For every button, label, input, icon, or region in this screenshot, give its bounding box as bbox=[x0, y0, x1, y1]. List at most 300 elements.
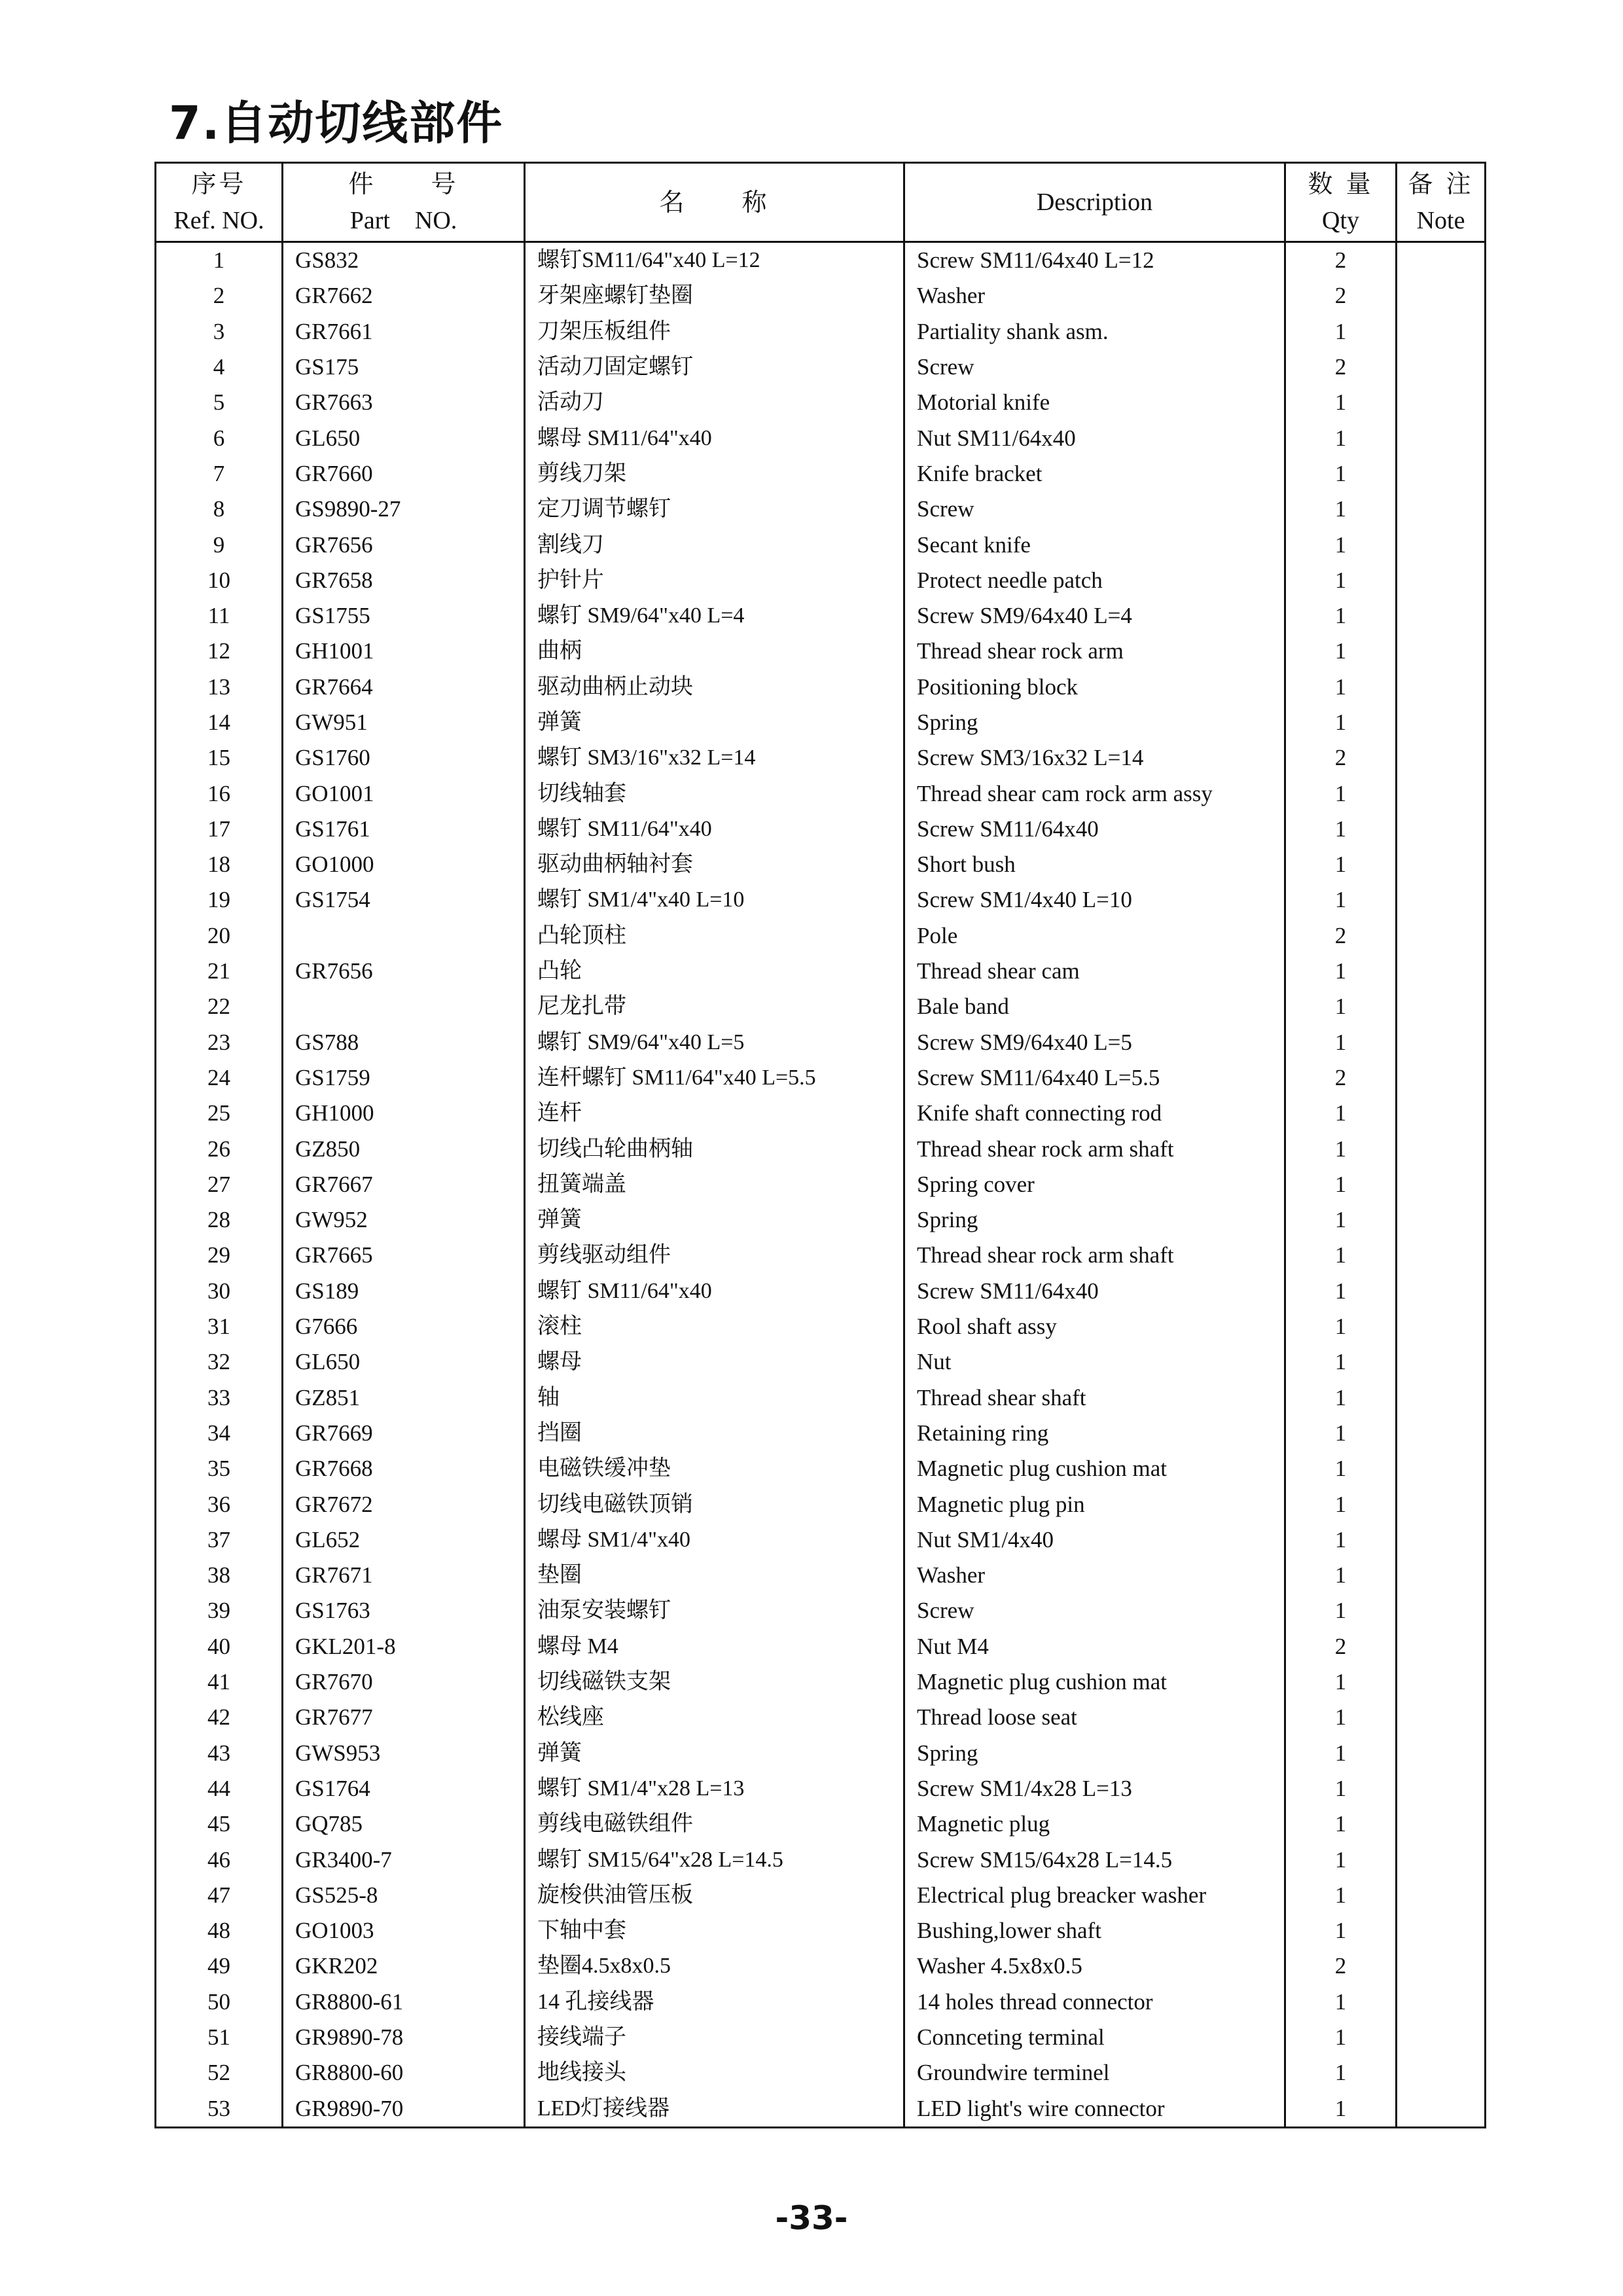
table-row bbox=[156, 847, 1486, 882]
ref-cell: 16 bbox=[156, 776, 283, 811]
table-row bbox=[156, 1486, 1486, 1522]
note-cell bbox=[1397, 563, 1486, 598]
table-row bbox=[156, 1664, 1486, 1700]
chinese-name-cell: 地线接头 bbox=[525, 2055, 904, 2090]
description-cell: Groundwire terminel bbox=[904, 2055, 1285, 2090]
table-row bbox=[156, 1629, 1486, 1664]
qty-cell: 1 bbox=[1285, 1806, 1397, 1842]
header-ref-en: Ref. NO. bbox=[173, 207, 264, 234]
chinese-name-cell: 螺钉 SM11/64"x40 bbox=[525, 1274, 904, 1309]
table-row bbox=[156, 1735, 1486, 1770]
header-part bbox=[283, 163, 525, 242]
ref-cell: 23 bbox=[156, 1025, 283, 1060]
part-number-cell: GS1755 bbox=[283, 598, 525, 634]
part-number-cell: GS1759 bbox=[283, 1060, 525, 1096]
description-cell: Magnetic plug cushion mat bbox=[904, 1451, 1285, 1486]
header-description bbox=[904, 163, 1285, 242]
ref-cell: 19 bbox=[156, 882, 283, 918]
note-cell bbox=[1397, 670, 1486, 705]
ref-cell: 25 bbox=[156, 1096, 283, 1131]
qty-cell: 1 bbox=[1285, 634, 1397, 669]
part-number-cell: G7666 bbox=[283, 1309, 525, 1344]
description-cell: Screw SM11/64x40 L=12 bbox=[904, 242, 1285, 279]
chinese-name-cell: 扭簧端盖 bbox=[525, 1167, 904, 1202]
description-cell: Positioning block bbox=[904, 670, 1285, 705]
note-cell bbox=[1397, 1060, 1486, 1096]
note-cell bbox=[1397, 1202, 1486, 1238]
qty-cell: 1 bbox=[1285, 882, 1397, 918]
part-number-cell: GO1000 bbox=[283, 847, 525, 882]
part-number-cell: GS1754 bbox=[283, 882, 525, 918]
ref-cell: 4 bbox=[156, 350, 283, 385]
ref-cell: 52 bbox=[156, 2055, 283, 2090]
ref-cell: 40 bbox=[156, 1629, 283, 1664]
qty-cell: 1 bbox=[1285, 989, 1397, 1024]
description-cell: Nut SM1/4x40 bbox=[904, 1522, 1285, 1558]
ref-cell: 30 bbox=[156, 1274, 283, 1309]
ref-cell: 34 bbox=[156, 1416, 283, 1451]
table-row bbox=[156, 1878, 1486, 1913]
note-cell bbox=[1397, 1486, 1486, 1522]
qty-cell: 1 bbox=[1285, 1486, 1397, 1522]
chinese-name-cell: 护针片 bbox=[525, 563, 904, 598]
note-cell bbox=[1397, 1344, 1486, 1380]
part-number-cell: GR9890-78 bbox=[283, 2020, 525, 2055]
description-cell: Spring bbox=[904, 705, 1285, 740]
ref-cell: 6 bbox=[156, 420, 283, 456]
table-row bbox=[156, 527, 1486, 562]
part-number-cell: GQ785 bbox=[283, 1806, 525, 1842]
part-number-cell: GR7664 bbox=[283, 670, 525, 705]
qty-cell: 2 bbox=[1285, 1060, 1397, 1096]
qty-cell: 1 bbox=[1285, 1878, 1397, 1913]
qty-cell: 1 bbox=[1285, 812, 1397, 847]
ref-cell: 27 bbox=[156, 1167, 283, 1202]
qty-cell: 1 bbox=[1285, 420, 1397, 456]
table-row bbox=[156, 1025, 1486, 1060]
table-row bbox=[156, 1309, 1486, 1344]
table-row bbox=[156, 812, 1486, 847]
description-cell: Thread loose seat bbox=[904, 1700, 1285, 1735]
description-cell: Thread shear cam rock arm assy bbox=[904, 776, 1285, 811]
ref-cell: 51 bbox=[156, 2020, 283, 2055]
note-cell bbox=[1397, 918, 1486, 954]
description-cell: Screw SM1/4x28 L=13 bbox=[904, 1771, 1285, 1806]
note-cell bbox=[1397, 1806, 1486, 1842]
description-cell: Screw SM9/64x40 L=5 bbox=[904, 1025, 1285, 1060]
note-cell bbox=[1397, 2055, 1486, 2090]
chinese-name-cell: 螺钉 SM15/64"x28 L=14.5 bbox=[525, 1842, 904, 1877]
table-row bbox=[156, 1842, 1486, 1877]
qty-cell: 1 bbox=[1285, 563, 1397, 598]
part-number-cell: GR7677 bbox=[283, 1700, 525, 1735]
note-cell bbox=[1397, 989, 1486, 1024]
table-row bbox=[156, 776, 1486, 811]
table-row bbox=[156, 670, 1486, 705]
chinese-name-cell: 螺钉 SM11/64"x40 bbox=[525, 812, 904, 847]
ref-cell: 33 bbox=[156, 1380, 283, 1416]
note-cell bbox=[1397, 1664, 1486, 1700]
chinese-name-cell: 连杆螺钉 SM11/64"x40 L=5.5 bbox=[525, 1060, 904, 1096]
description-cell: Connceting terminal bbox=[904, 2020, 1285, 2055]
part-number-cell: GS1760 bbox=[283, 740, 525, 776]
part-number-cell: GS525-8 bbox=[283, 1878, 525, 1913]
note-cell bbox=[1397, 847, 1486, 882]
qty-cell: 1 bbox=[1285, 2055, 1397, 2090]
note-cell bbox=[1397, 634, 1486, 669]
chinese-name-cell: 滚柱 bbox=[525, 1309, 904, 1344]
chinese-name-cell: 弹簧 bbox=[525, 705, 904, 740]
chinese-name-cell: 垫圈 bbox=[525, 1558, 904, 1593]
ref-cell: 38 bbox=[156, 1558, 283, 1593]
part-number-cell: GR7663 bbox=[283, 385, 525, 420]
table-row bbox=[156, 1060, 1486, 1096]
chinese-name-cell: 螺钉 SM9/64"x40 L=5 bbox=[525, 1025, 904, 1060]
qty-cell: 1 bbox=[1285, 1167, 1397, 1202]
table-row bbox=[156, 882, 1486, 918]
chinese-name-cell: 切线轴套 bbox=[525, 776, 904, 811]
chinese-name-cell: 油泵安装螺钉 bbox=[525, 1593, 904, 1628]
ref-cell: 8 bbox=[156, 492, 283, 527]
note-cell bbox=[1397, 882, 1486, 918]
part-number-cell: GH1000 bbox=[283, 1096, 525, 1131]
description-cell: Screw SM3/16x32 L=14 bbox=[904, 740, 1285, 776]
part-number-cell: GH1001 bbox=[283, 634, 525, 669]
description-cell: Partiality shank asm. bbox=[904, 314, 1285, 350]
note-cell bbox=[1397, 812, 1486, 847]
note-cell bbox=[1397, 350, 1486, 385]
ref-cell: 41 bbox=[156, 1664, 283, 1700]
chinese-name-cell: 松线座 bbox=[525, 1700, 904, 1735]
ref-cell: 37 bbox=[156, 1522, 283, 1558]
table-row bbox=[156, 1131, 1486, 1166]
header-note bbox=[1397, 163, 1486, 242]
description-cell: Electrical plug breacker washer bbox=[904, 1878, 1285, 1913]
part-number-cell: GW951 bbox=[283, 705, 525, 740]
chinese-name-cell: 凸轮顶柱 bbox=[525, 918, 904, 954]
part-number-cell: GO1003 bbox=[283, 1913, 525, 1948]
qty-cell: 1 bbox=[1285, 1309, 1397, 1344]
note-cell bbox=[1397, 1700, 1486, 1735]
description-cell: Rool shaft assy bbox=[904, 1309, 1285, 1344]
ref-cell: 36 bbox=[156, 1486, 283, 1522]
header-ref bbox=[156, 163, 283, 242]
qty-cell: 1 bbox=[1285, 1344, 1397, 1380]
note-cell bbox=[1397, 1842, 1486, 1877]
note-cell bbox=[1397, 1629, 1486, 1664]
note-cell bbox=[1397, 776, 1486, 811]
note-cell bbox=[1397, 1025, 1486, 1060]
ref-cell: 7 bbox=[156, 456, 283, 492]
chinese-name-cell: 切线磁铁支架 bbox=[525, 1664, 904, 1700]
table-row bbox=[156, 1984, 1486, 2020]
note-cell bbox=[1397, 1274, 1486, 1309]
part-number-cell: GO1001 bbox=[283, 776, 525, 811]
header-ref-zh: 序号 bbox=[191, 170, 247, 198]
chinese-name-cell: 曲柄 bbox=[525, 634, 904, 669]
ref-cell: 21 bbox=[156, 954, 283, 989]
description-cell: Magnetic plug pin bbox=[904, 1486, 1285, 1522]
description-cell: Screw SM9/64x40 L=4 bbox=[904, 598, 1285, 634]
chinese-name-cell: 凸轮 bbox=[525, 954, 904, 989]
description-cell: Screw SM11/64x40 bbox=[904, 1274, 1285, 1309]
note-cell bbox=[1397, 1593, 1486, 1628]
part-number-cell: GW952 bbox=[283, 1202, 525, 1238]
chinese-name-cell: 活动刀固定螺钉 bbox=[525, 350, 904, 385]
qty-cell: 1 bbox=[1285, 1025, 1397, 1060]
header-qty-zh: 数 量 bbox=[1308, 170, 1374, 198]
table-row bbox=[156, 278, 1486, 314]
table-row bbox=[156, 598, 1486, 634]
part-number-cell: GR8800-60 bbox=[283, 2055, 525, 2090]
qty-cell: 1 bbox=[1285, 1913, 1397, 1948]
table-row bbox=[156, 456, 1486, 492]
table-header-row bbox=[156, 163, 1486, 242]
qty-cell: 2 bbox=[1285, 1629, 1397, 1664]
part-number-cell: GR8800-61 bbox=[283, 1984, 525, 2020]
chinese-name-cell: 电磁铁缓冲垫 bbox=[525, 1451, 904, 1486]
description-cell: Spring bbox=[904, 1202, 1285, 1238]
part-number-cell: GS1764 bbox=[283, 1771, 525, 1806]
chinese-name-cell: 下轴中套 bbox=[525, 1913, 904, 1948]
ref-cell: 45 bbox=[156, 1806, 283, 1842]
part-number-cell bbox=[283, 918, 525, 954]
header-qty bbox=[1285, 163, 1397, 242]
header-description-en: Description bbox=[1036, 188, 1153, 216]
ref-cell: 13 bbox=[156, 670, 283, 705]
part-number-cell: GZ851 bbox=[283, 1380, 525, 1416]
table-row bbox=[156, 492, 1486, 527]
ref-cell: 11 bbox=[156, 598, 283, 634]
note-cell bbox=[1397, 385, 1486, 420]
table-row bbox=[156, 989, 1486, 1024]
description-cell: Bale band bbox=[904, 989, 1285, 1024]
note-cell bbox=[1397, 1380, 1486, 1416]
note-cell bbox=[1397, 1238, 1486, 1273]
table-row bbox=[156, 1167, 1486, 1202]
ref-cell: 17 bbox=[156, 812, 283, 847]
description-cell: Spring bbox=[904, 1735, 1285, 1770]
chinese-name-cell: 螺钉 SM1/4"x40 L=10 bbox=[525, 882, 904, 918]
chinese-name-cell: 定刀调节螺钉 bbox=[525, 492, 904, 527]
chinese-name-cell: 连杆 bbox=[525, 1096, 904, 1131]
table-row bbox=[156, 1913, 1486, 1948]
table-row bbox=[156, 1771, 1486, 1806]
chinese-name-cell: 尼龙扎带 bbox=[525, 989, 904, 1024]
qty-cell: 1 bbox=[1285, 527, 1397, 562]
part-number-cell: GS1763 bbox=[283, 1593, 525, 1628]
description-cell: Bushing,lower shaft bbox=[904, 1913, 1285, 1948]
table-row bbox=[156, 740, 1486, 776]
qty-cell: 1 bbox=[1285, 1735, 1397, 1770]
description-cell: Pole bbox=[904, 918, 1285, 954]
qty-cell: 1 bbox=[1285, 456, 1397, 492]
chinese-name-cell: 活动刀 bbox=[525, 385, 904, 420]
header-part-en: Part NO. bbox=[349, 207, 457, 234]
part-number-cell: GR3400-7 bbox=[283, 1842, 525, 1877]
chinese-name-cell: 14 孔接线器 bbox=[525, 1984, 904, 2020]
qty-cell: 1 bbox=[1285, 1522, 1397, 1558]
ref-cell: 12 bbox=[156, 634, 283, 669]
chinese-name-cell: 螺母 M4 bbox=[525, 1629, 904, 1664]
part-number-cell: GR9890-70 bbox=[283, 2090, 525, 2127]
chinese-name-cell: 挡圈 bbox=[525, 1416, 904, 1451]
part-number-cell: GS189 bbox=[283, 1274, 525, 1309]
qty-cell: 1 bbox=[1285, 1771, 1397, 1806]
description-cell: Washer 4.5x8x0.5 bbox=[904, 1948, 1285, 1984]
qty-cell: 1 bbox=[1285, 1202, 1397, 1238]
ref-cell: 22 bbox=[156, 989, 283, 1024]
qty-cell: 1 bbox=[1285, 776, 1397, 811]
ref-cell: 48 bbox=[156, 1913, 283, 1948]
qty-cell: 1 bbox=[1285, 1842, 1397, 1877]
description-cell: Spring cover bbox=[904, 1167, 1285, 1202]
ref-cell: 43 bbox=[156, 1735, 283, 1770]
qty-cell: 1 bbox=[1285, 1984, 1397, 2020]
ref-cell: 5 bbox=[156, 385, 283, 420]
description-cell: Screw bbox=[904, 350, 1285, 385]
note-cell bbox=[1397, 2020, 1486, 2055]
header-name bbox=[525, 163, 904, 242]
table-row bbox=[156, 634, 1486, 669]
chinese-name-cell: 割线刀 bbox=[525, 527, 904, 562]
note-cell bbox=[1397, 1451, 1486, 1486]
description-cell: Secant knife bbox=[904, 527, 1285, 562]
qty-cell: 1 bbox=[1285, 954, 1397, 989]
note-cell bbox=[1397, 1096, 1486, 1131]
note-cell bbox=[1397, 2090, 1486, 2127]
ref-cell: 35 bbox=[156, 1451, 283, 1486]
qty-cell: 1 bbox=[1285, 1558, 1397, 1593]
part-number-cell: GR7662 bbox=[283, 278, 525, 314]
ref-cell: 46 bbox=[156, 1842, 283, 1877]
qty-cell: 1 bbox=[1285, 670, 1397, 705]
description-cell: Washer bbox=[904, 278, 1285, 314]
ref-cell: 28 bbox=[156, 1202, 283, 1238]
note-cell bbox=[1397, 1984, 1486, 2020]
description-cell: LED light's wire connector bbox=[904, 2090, 1285, 2127]
part-number-cell: GR7669 bbox=[283, 1416, 525, 1451]
header-part-zh: 件 号 bbox=[348, 170, 459, 198]
qty-cell: 2 bbox=[1285, 918, 1397, 954]
description-cell: Screw bbox=[904, 1593, 1285, 1628]
ref-cell: 9 bbox=[156, 527, 283, 562]
table-row bbox=[156, 314, 1486, 350]
ref-cell: 3 bbox=[156, 314, 283, 350]
page-title: 7.自动切线部件 bbox=[169, 96, 504, 150]
part-number-cell: GS788 bbox=[283, 1025, 525, 1060]
description-cell: Thread shear rock arm shaft bbox=[904, 1131, 1285, 1166]
qty-cell: 1 bbox=[1285, 1274, 1397, 1309]
note-cell bbox=[1397, 1416, 1486, 1451]
note-cell bbox=[1397, 242, 1486, 279]
ref-cell: 18 bbox=[156, 847, 283, 882]
note-cell bbox=[1397, 954, 1486, 989]
qty-cell: 1 bbox=[1285, 385, 1397, 420]
part-number-cell: GR7670 bbox=[283, 1664, 525, 1700]
chinese-name-cell: 轴 bbox=[525, 1380, 904, 1416]
qty-cell: 1 bbox=[1285, 1664, 1397, 1700]
table-row bbox=[156, 2090, 1486, 2127]
qty-cell: 1 bbox=[1285, 1131, 1397, 1166]
note-cell bbox=[1397, 1771, 1486, 1806]
description-cell: Magnetic plug bbox=[904, 1806, 1285, 1842]
qty-cell: 1 bbox=[1285, 847, 1397, 882]
table-row bbox=[156, 420, 1486, 456]
qty-cell: 1 bbox=[1285, 2090, 1397, 2127]
ref-cell: 15 bbox=[156, 740, 283, 776]
description-cell: Knife shaft connecting rod bbox=[904, 1096, 1285, 1131]
table-row bbox=[156, 563, 1486, 598]
ref-cell: 49 bbox=[156, 1948, 283, 1984]
qty-cell: 2 bbox=[1285, 350, 1397, 385]
part-number-cell: GR7661 bbox=[283, 314, 525, 350]
chinese-name-cell: 螺母 SM11/64"x40 bbox=[525, 420, 904, 456]
description-cell: Thread shear cam bbox=[904, 954, 1285, 989]
chinese-name-cell: 旋梭供油管压板 bbox=[525, 1878, 904, 1913]
qty-cell: 1 bbox=[1285, 1238, 1397, 1273]
description-cell: Screw SM11/64x40 L=5.5 bbox=[904, 1060, 1285, 1096]
part-number-cell: GR7656 bbox=[283, 527, 525, 562]
chinese-name-cell: 螺母 SM1/4"x40 bbox=[525, 1522, 904, 1558]
chinese-name-cell: 牙架座螺钉垫圈 bbox=[525, 278, 904, 314]
qty-cell: 1 bbox=[1285, 1096, 1397, 1131]
ref-cell: 24 bbox=[156, 1060, 283, 1096]
qty-cell: 1 bbox=[1285, 1451, 1397, 1486]
note-cell bbox=[1397, 456, 1486, 492]
chinese-name-cell: 剪线驱动组件 bbox=[525, 1238, 904, 1273]
note-cell bbox=[1397, 492, 1486, 527]
chinese-name-cell: 垫圈4.5x8x0.5 bbox=[525, 1948, 904, 1984]
ref-cell: 2 bbox=[156, 278, 283, 314]
chinese-name-cell: 切线凸轮曲柄轴 bbox=[525, 1131, 904, 1166]
description-cell: Knife bracket bbox=[904, 456, 1285, 492]
description-cell: Screw SM15/64x28 L=14.5 bbox=[904, 1842, 1285, 1877]
qty-cell: 2 bbox=[1285, 278, 1397, 314]
part-number-cell: GL650 bbox=[283, 1344, 525, 1380]
part-number-cell: GR7672 bbox=[283, 1486, 525, 1522]
ref-cell: 14 bbox=[156, 705, 283, 740]
chinese-name-cell: 驱动曲柄轴衬套 bbox=[525, 847, 904, 882]
table-row bbox=[156, 1806, 1486, 1842]
qty-cell: 1 bbox=[1285, 705, 1397, 740]
header-note-zh: 备 注 bbox=[1408, 170, 1474, 198]
ref-cell: 1 bbox=[156, 242, 283, 279]
description-cell: Retaining ring bbox=[904, 1416, 1285, 1451]
chinese-name-cell: 剪线刀架 bbox=[525, 456, 904, 492]
ref-cell: 32 bbox=[156, 1344, 283, 1380]
description-cell: Nut bbox=[904, 1344, 1285, 1380]
description-cell: Short bush bbox=[904, 847, 1285, 882]
part-number-cell: GL650 bbox=[283, 420, 525, 456]
ref-cell: 29 bbox=[156, 1238, 283, 1273]
note-cell bbox=[1397, 705, 1486, 740]
chinese-name-cell: 螺母 bbox=[525, 1344, 904, 1380]
part-number-cell: GR7671 bbox=[283, 1558, 525, 1593]
qty-cell: 1 bbox=[1285, 1380, 1397, 1416]
chinese-name-cell: 刀架压板组件 bbox=[525, 314, 904, 350]
table-row bbox=[156, 2020, 1486, 2055]
note-cell bbox=[1397, 1522, 1486, 1558]
description-cell: Nut M4 bbox=[904, 1629, 1285, 1664]
qty-cell: 2 bbox=[1285, 242, 1397, 279]
table-row bbox=[156, 385, 1486, 420]
note-cell bbox=[1397, 527, 1486, 562]
table-row bbox=[156, 1202, 1486, 1238]
table-row bbox=[156, 1416, 1486, 1451]
note-cell bbox=[1397, 740, 1486, 776]
description-cell: Protect needle patch bbox=[904, 563, 1285, 598]
